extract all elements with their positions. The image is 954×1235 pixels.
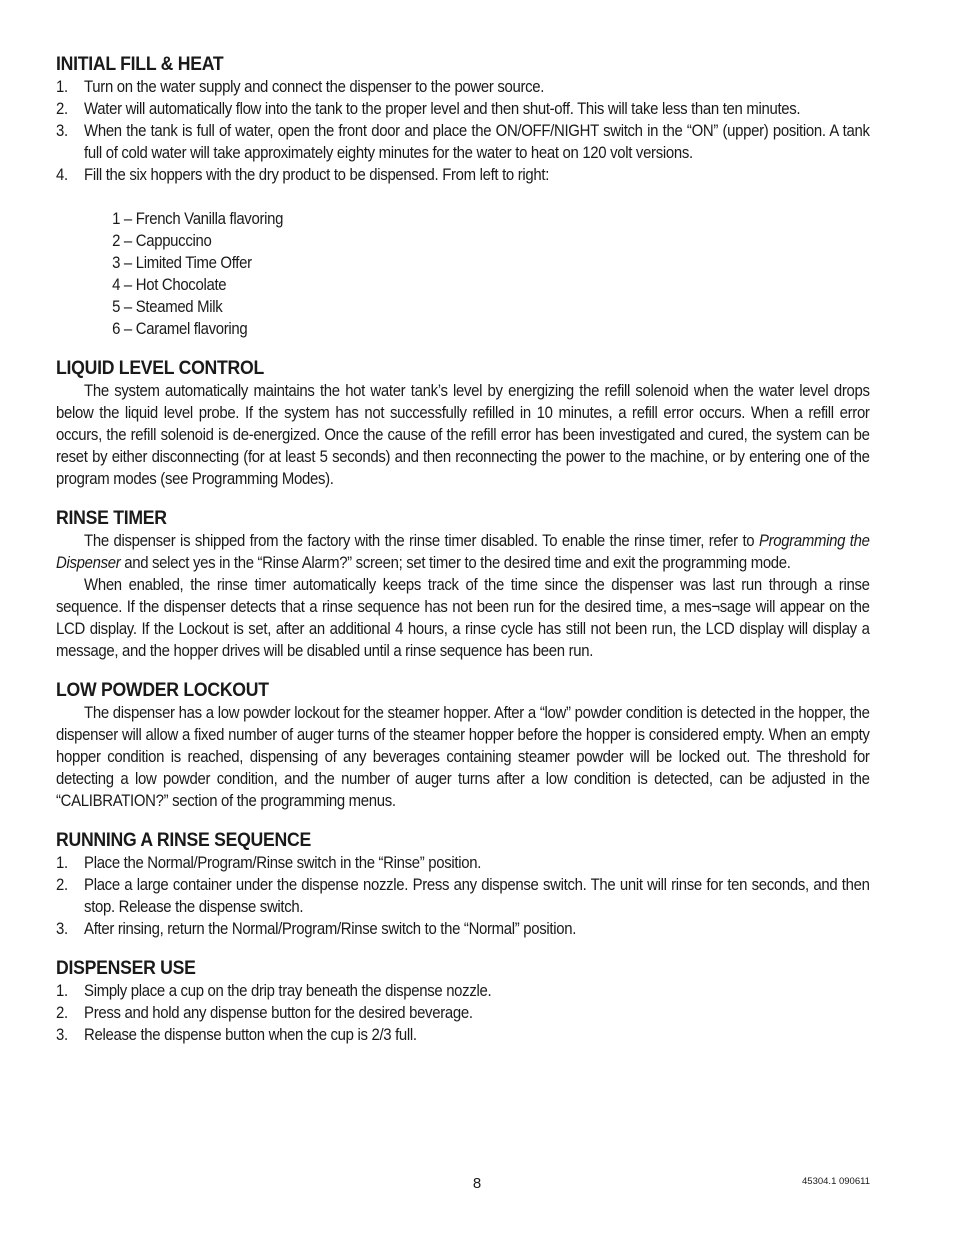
step-text: Press and hold any dispense button for the desired beverage. xyxy=(84,1004,473,1022)
paragraph: The system automatically maintains the hot water tank’s level by energizing the refill solenoid when the water level drops below the liquid level probe. If the system has not successfully refilled in 10 minutes, a refill error occurs. When a refill error occurs, the refill solenoid is de-energized. Once the cause of the refill error has been investigated and cured, the system can be reset by either disconnecting (for at least 5 seconds) and then reconnecting the power to the machine, or by entering one of the program modes (see Programming Modes). xyxy=(56,382,870,488)
step-number: 1. xyxy=(56,854,68,872)
list-item xyxy=(56,980,870,1002)
section-title: RINSE TIMER xyxy=(56,507,167,529)
section-initial-fill xyxy=(56,52,870,340)
list-item xyxy=(56,120,870,164)
paragraph: The dispenser has a low powder lockout for the steamer hopper. After a “low” powder condition is detected in the hopper, the dispenser will allow a fixed number of auger turns of the steamer hopper before the hopper is considered empty. When an empty hopper condition is reached, dispensing of any beverages containing steamer powder will be locked out. The threshold for detecting a low powder condition, and the number of auger turns after a low condition is detected, can be adjusted in the “CALIBRATION?” section of the programming menus. xyxy=(56,704,870,810)
step-list xyxy=(56,980,870,1046)
hopper-item: 1 – French Vanilla flavoring xyxy=(112,210,284,228)
list-item xyxy=(56,1024,870,1046)
step-number: 3. xyxy=(56,122,68,140)
section-title: LIQUID LEVEL CONTROL xyxy=(56,357,264,379)
list-item xyxy=(56,852,870,874)
step-number: 4. xyxy=(56,166,68,184)
document-code: 45304.1 090611 xyxy=(802,1176,870,1187)
step-number: 3. xyxy=(56,1026,68,1044)
section-low-powder xyxy=(56,678,870,812)
step-number: 2. xyxy=(56,100,68,118)
step-number: 2. xyxy=(56,876,68,894)
text-run: and select yes in the “Rinse Alarm?” screen; set timer to the desired time and exit the programming mode. xyxy=(120,554,791,572)
step-list xyxy=(56,852,870,940)
step-text: When the tank is full of water, open the front door and place the ON/OFF/NIGHT switch in the “ON” (upper) position. A tank full of cold water will take approximately eighty minutes for the water to heat on 120 volt versions. xyxy=(84,122,870,162)
step-text: Water will automatically flow into the tank to the proper level and then shut-off. This will take less than ten minutes. xyxy=(84,100,801,118)
hopper-list xyxy=(112,208,869,340)
section-title: RUNNING A RINSE SEQUENCE xyxy=(56,829,311,851)
step-text: Release the dispense button when the cup is 2/3 full. xyxy=(84,1026,417,1044)
list-item xyxy=(56,874,870,918)
section-title: LOW POWDER LOCKOUT xyxy=(56,679,269,701)
hopper-item: 6 – Caramel flavoring xyxy=(112,320,248,338)
section-dispenser-use xyxy=(56,956,870,1046)
list-item xyxy=(56,918,870,940)
step-text: Fill the six hoppers with the dry product to be dispensed. From left to right: xyxy=(84,166,550,184)
step-text: After rinsing, return the Normal/Program/Rinse switch to the “Normal” position. xyxy=(84,920,577,938)
manual-page xyxy=(56,52,870,1046)
hopper-item: 3 – Limited Time Offer xyxy=(112,254,252,272)
list-item xyxy=(56,164,870,186)
step-list xyxy=(56,76,870,186)
list-item xyxy=(56,98,870,120)
step-text: Place the Normal/Program/Rinse switch in the “Rinse” position. xyxy=(84,854,482,872)
hopper-item: 5 – Steamed Milk xyxy=(112,298,223,316)
section-liquid-level xyxy=(56,356,870,490)
paragraph: When enabled, the rinse timer automatically keeps track of the time since the dispenser was last run through a rinse sequence. If the dispenser detects that a rinse sequence has not been run for the desired time, a mes¬sage will appear on the LCD display. If the Lockout is set, after an additional 4 hours, a rinse cycle has still not been run, the LCD display will display a message, and the hopper drives will be disabled until a rinse sequence has been run. xyxy=(56,576,870,660)
step-number: 3. xyxy=(56,920,68,938)
step-text: Place a large container under the dispense nozzle. Press any dispense switch. The unit will rinse for ten seconds, and then stop. Release the dispense switch. xyxy=(84,876,870,916)
hopper-item: 4 – Hot Chocolate xyxy=(112,276,227,294)
step-number: 2. xyxy=(56,1004,68,1022)
section-title: INITIAL FILL & HEAT xyxy=(56,53,224,75)
paragraph xyxy=(56,530,870,574)
step-text: Simply place a cup on the drip tray beneath the dispense nozzle. xyxy=(84,982,492,1000)
text-run: The dispenser is shipped from the factory with the rinse timer disabled. To enable the rinse timer, refer to xyxy=(84,532,759,550)
section-rinse-timer xyxy=(56,506,870,662)
section-rinse-sequence xyxy=(56,828,870,940)
step-number: 1. xyxy=(56,982,68,1000)
list-item xyxy=(56,1002,870,1024)
step-text: Turn on the water supply and connect the dispenser to the power source. xyxy=(84,78,545,96)
page-number: 8 xyxy=(472,1175,482,1192)
section-title: DISPENSER USE xyxy=(56,957,196,979)
list-item xyxy=(56,76,870,98)
step-number: 1. xyxy=(56,78,68,96)
hopper-item: 2 – Cappuccino xyxy=(112,232,212,250)
italic-reference: Programming the Dispenser xyxy=(56,532,870,572)
